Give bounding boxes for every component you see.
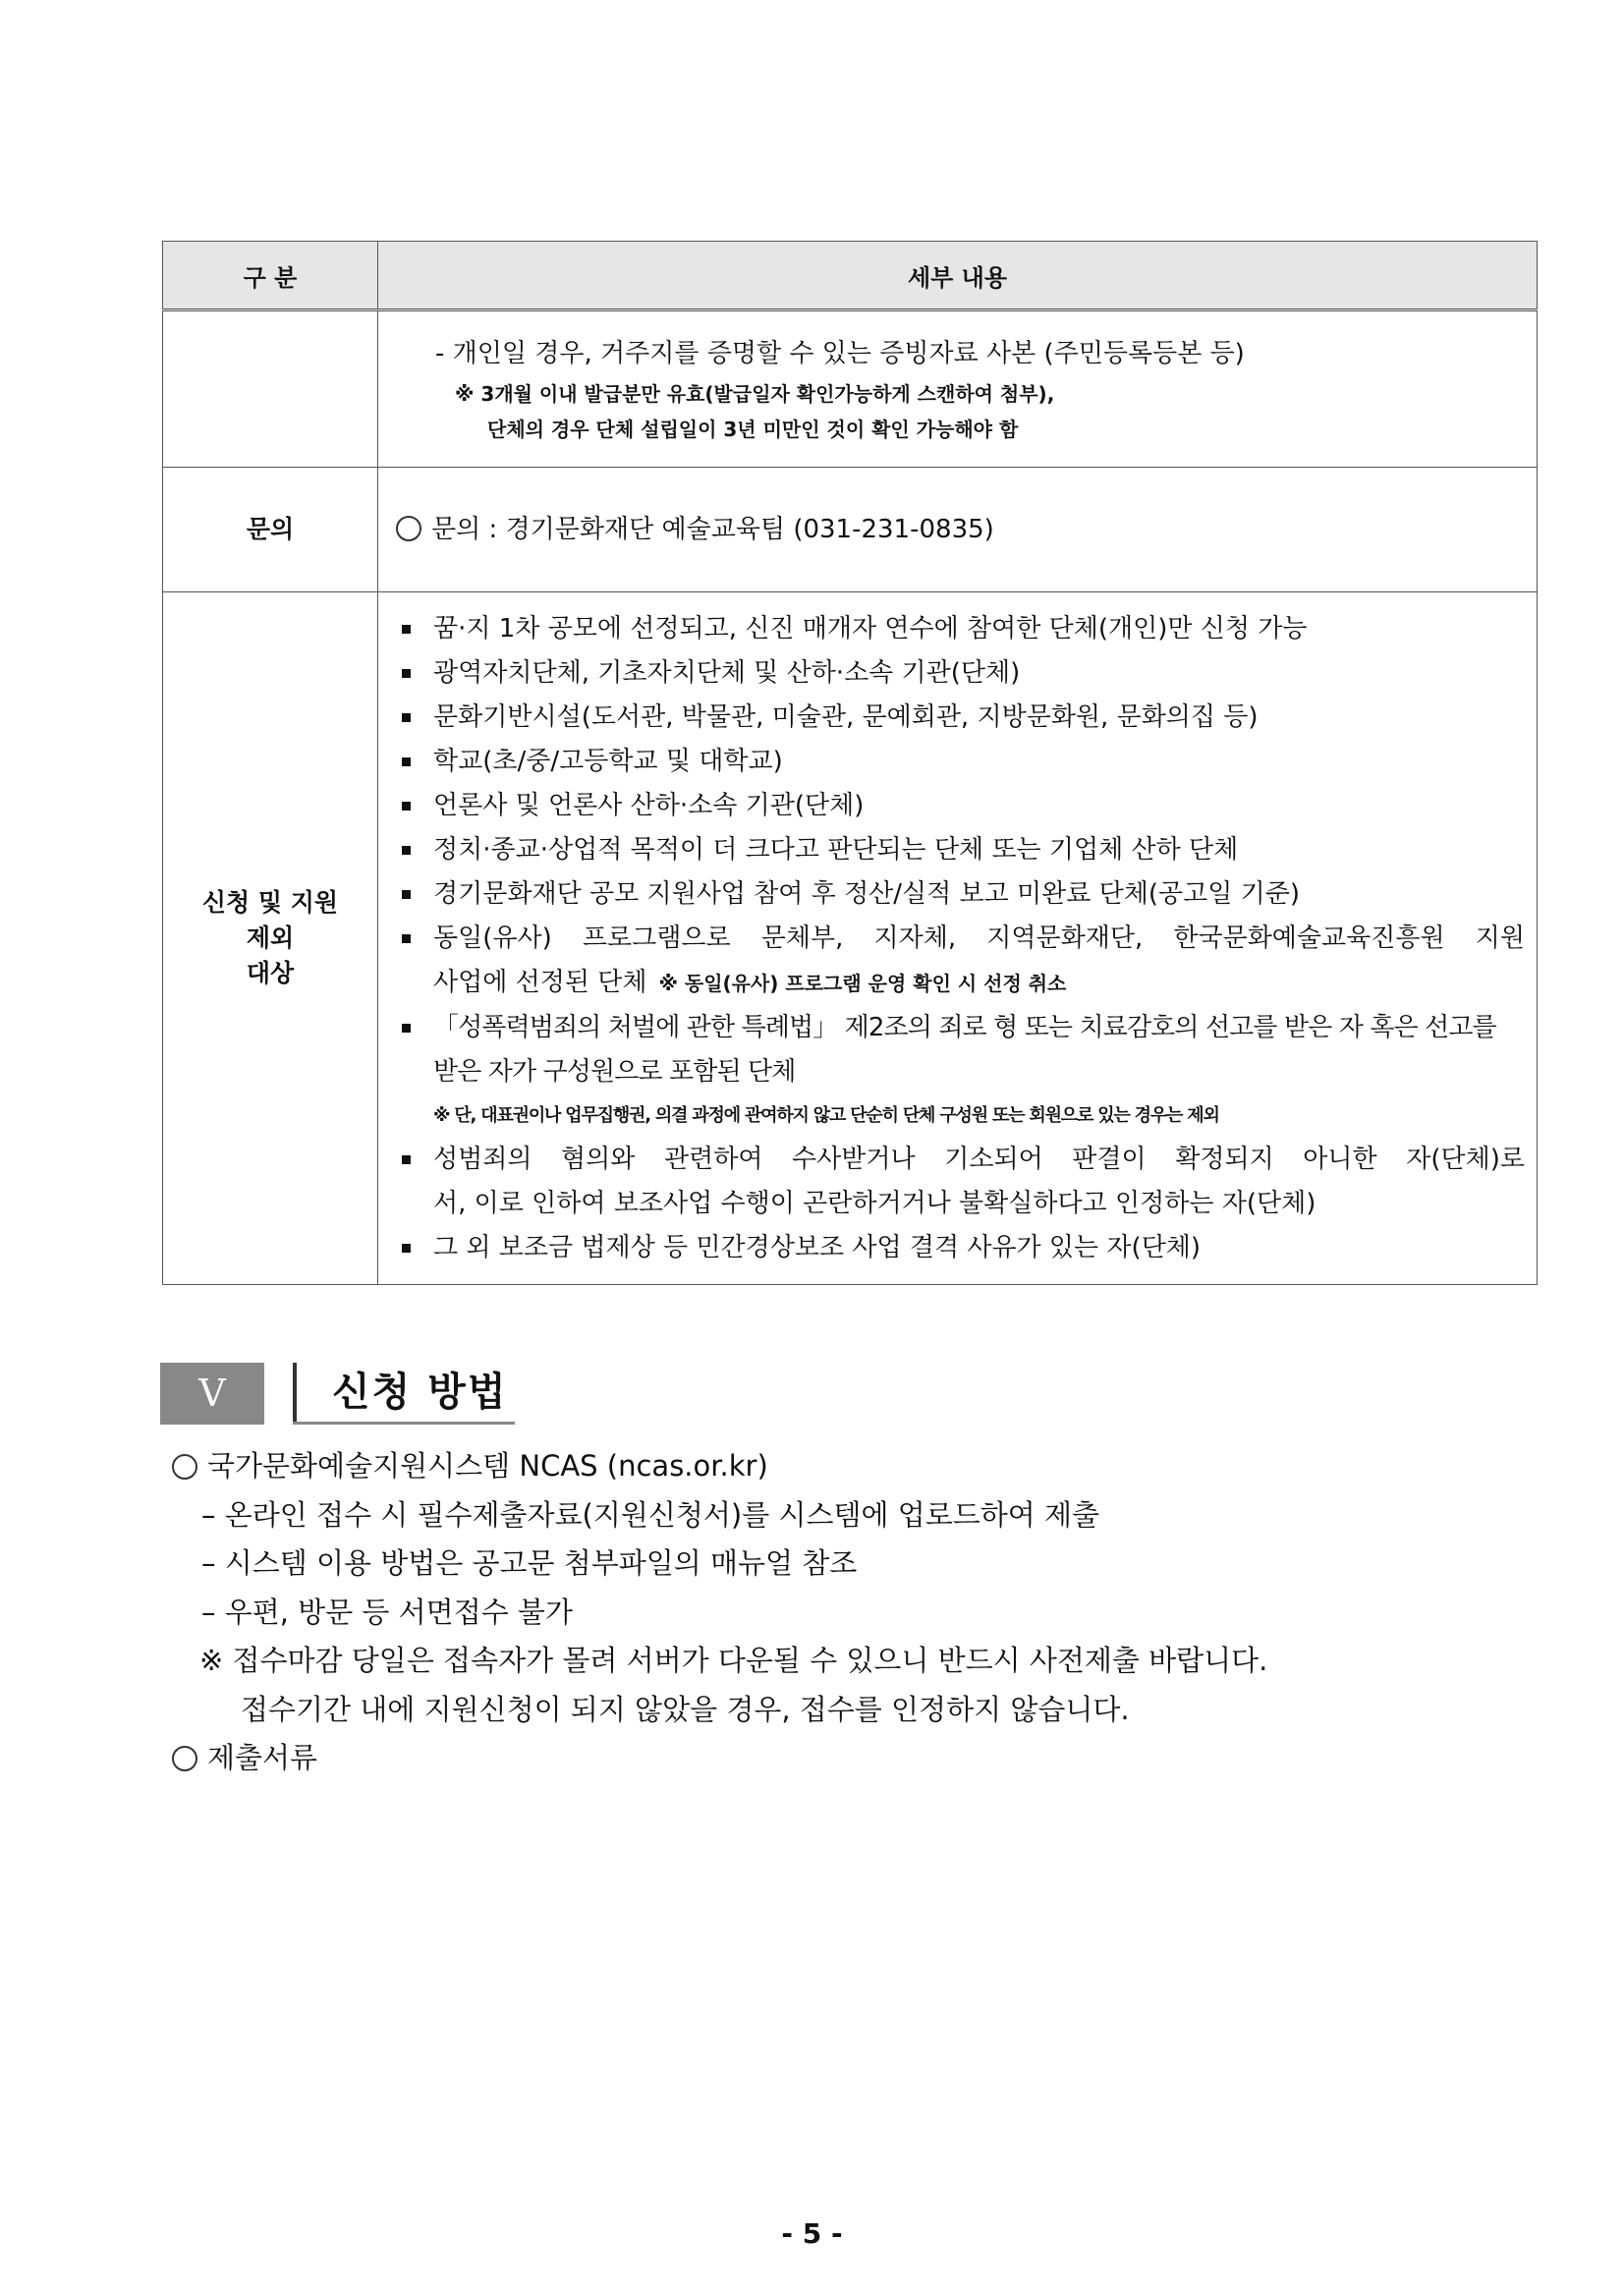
row-label [163, 310, 378, 468]
row-label-inquiry: 문의 [163, 468, 378, 592]
circle-bullet-icon [172, 1454, 197, 1480]
ncas-text: 국가문화예술지원시스템 NCAS (ncas.or.kr) [207, 1449, 768, 1483]
method-line [172, 1442, 1547, 1491]
list-item: 문화기반시설(도서관, 박물관, 미술관, 문예회관, 지방문화원, 문화의집 등) [396, 696, 1525, 740]
table-row [163, 468, 1538, 592]
exception-note: ※ 단, 대표권이나 업무집행권, 의결 과정에 관여하지 않고 단순히 단체 구성원 또는 회원으로 있는 경우는 제외 [433, 1104, 1219, 1126]
section-underline [293, 1422, 515, 1425]
method-line: – 온라인 접수 시 필수제출자료(지원신청서)를 시스템에 업로드하여 제출 [201, 1497, 1100, 1532]
label-line: 신청 및 지원 [201, 888, 339, 917]
list-item: 언론사 및 언론사 산하·소속 기관(단체) [396, 784, 1525, 828]
circle-bullet-icon [172, 1746, 197, 1771]
list-item [396, 1006, 1525, 1094]
list-item-line: 동일(유사) 프로그램으로 문체부, 지자체, 지역문화재단, 한국문화예술교육진흥원 지원 [433, 923, 1525, 953]
list-item: 광역자치단체, 기초자치단체 및 산하·소속 기관(단체) [396, 651, 1525, 696]
label-line: 대상 [246, 959, 295, 987]
documents-label: 제출서류 [207, 1741, 318, 1774]
header-details: 세부 내용 [378, 242, 1538, 310]
list-item-line: 성범죄의 혐의와 관련하여 수사받거나 기소되어 판결이 확정되지 아니한 자(단체)로 [433, 1144, 1525, 1174]
section-title: 신청 방법 [332, 1370, 508, 1415]
inquiry-text: 문의 : 경기문화재단 예술교육팀 (031-231-0835) [431, 514, 994, 544]
row-label-exclusion [163, 592, 378, 1285]
residence-proof-line: - 개인일 경우, 거주지를 증명할 수 있는 증빙자료 사본 (주민등록등본 등) [435, 339, 1245, 368]
list-item: 그 외 보조금 법제상 등 민간경상보조 사업 결격 사유가 있는 자(단체) [396, 1226, 1525, 1270]
table-row [163, 310, 1538, 468]
row-content-inquiry [378, 468, 1538, 592]
exclusion-list [396, 607, 1525, 1094]
list-item-line: 받은 자가 구성원으로 포함된 단체 [433, 1056, 796, 1087]
exclusion-list-cont [396, 1138, 1525, 1270]
list-item: 경기문화재단 공모 지원사업 참여 후 정산/실적 보고 미완료 단체(공고일 기준) [396, 872, 1525, 917]
founding-note: 단체의 경우 단체 설립일이 3년 미만인 것이 확인 가능해야 함 [487, 418, 1019, 441]
method-line: – 시스템 이용 방법은 공고문 첨부파일의 매뉴얼 참조 [201, 1546, 858, 1580]
list-item [396, 1138, 1525, 1226]
deadline-note: ※ 접수마감 당일은 접속자가 몰려 서버가 다운될 수 있으니 반드시 사전제출 바랍니다. [199, 1644, 1268, 1677]
page-number: - 5 - [781, 2217, 843, 2250]
list-item: 꿈·지 1차 공모에 선정되고, 신진 매개자 연수에 참여한 단체(개인)만 신청 가능 [396, 607, 1525, 651]
section-number-badge: V [160, 1363, 264, 1425]
list-item: 학교(초/중/고등학교 및 대학교) [396, 740, 1525, 784]
list-item-text: 사업에 선정된 단체 [433, 967, 647, 997]
deadline-note-cont: 접수기간 내에 지원신청이 되지 않았을 경우, 접수를 인정하지 않습니다. [241, 1692, 1130, 1726]
list-item-line: 서, 이로 인하여 보조사업 수행이 곤란하거거나 불확실하다고 인정하는 자(단체) [433, 1188, 1316, 1218]
validity-note: ※ 3개월 이내 발급분만 유효(발급일자 확인가능하게 스캔하여 첨부), [455, 382, 1055, 406]
method-line: – 우편, 방문 등 서면접수 불가 [201, 1595, 573, 1629]
circle-bullet-icon [396, 516, 421, 541]
list-item-line [433, 961, 1525, 1006]
list-item: 정치·종교·상업적 목적이 더 크다고 판단되는 단체 또는 기업체 산하 단체 [396, 828, 1525, 872]
row-content-exclusion [378, 592, 1538, 1285]
label-line: 제외 [246, 924, 295, 952]
header-category: 구 분 [163, 242, 378, 310]
section-divider-bar [293, 1363, 297, 1422]
eligibility-table [162, 241, 1538, 1285]
method-line [172, 1734, 1547, 1783]
list-item-line: 「성폭력범죄의 처벌에 관한 특례법」 제2조의 죄로 형 또는 치료감호의 선고를 받은 자 혹은 선고를 [433, 1012, 1496, 1042]
table-header-row [163, 242, 1538, 310]
application-method-body [172, 1442, 1547, 1783]
cancel-note: ※ 동일(유사) 프로그램 운영 확인 시 선정 취소 [658, 971, 1067, 995]
table-row [163, 592, 1538, 1285]
row-content [378, 310, 1538, 468]
list-item [396, 917, 1525, 1006]
